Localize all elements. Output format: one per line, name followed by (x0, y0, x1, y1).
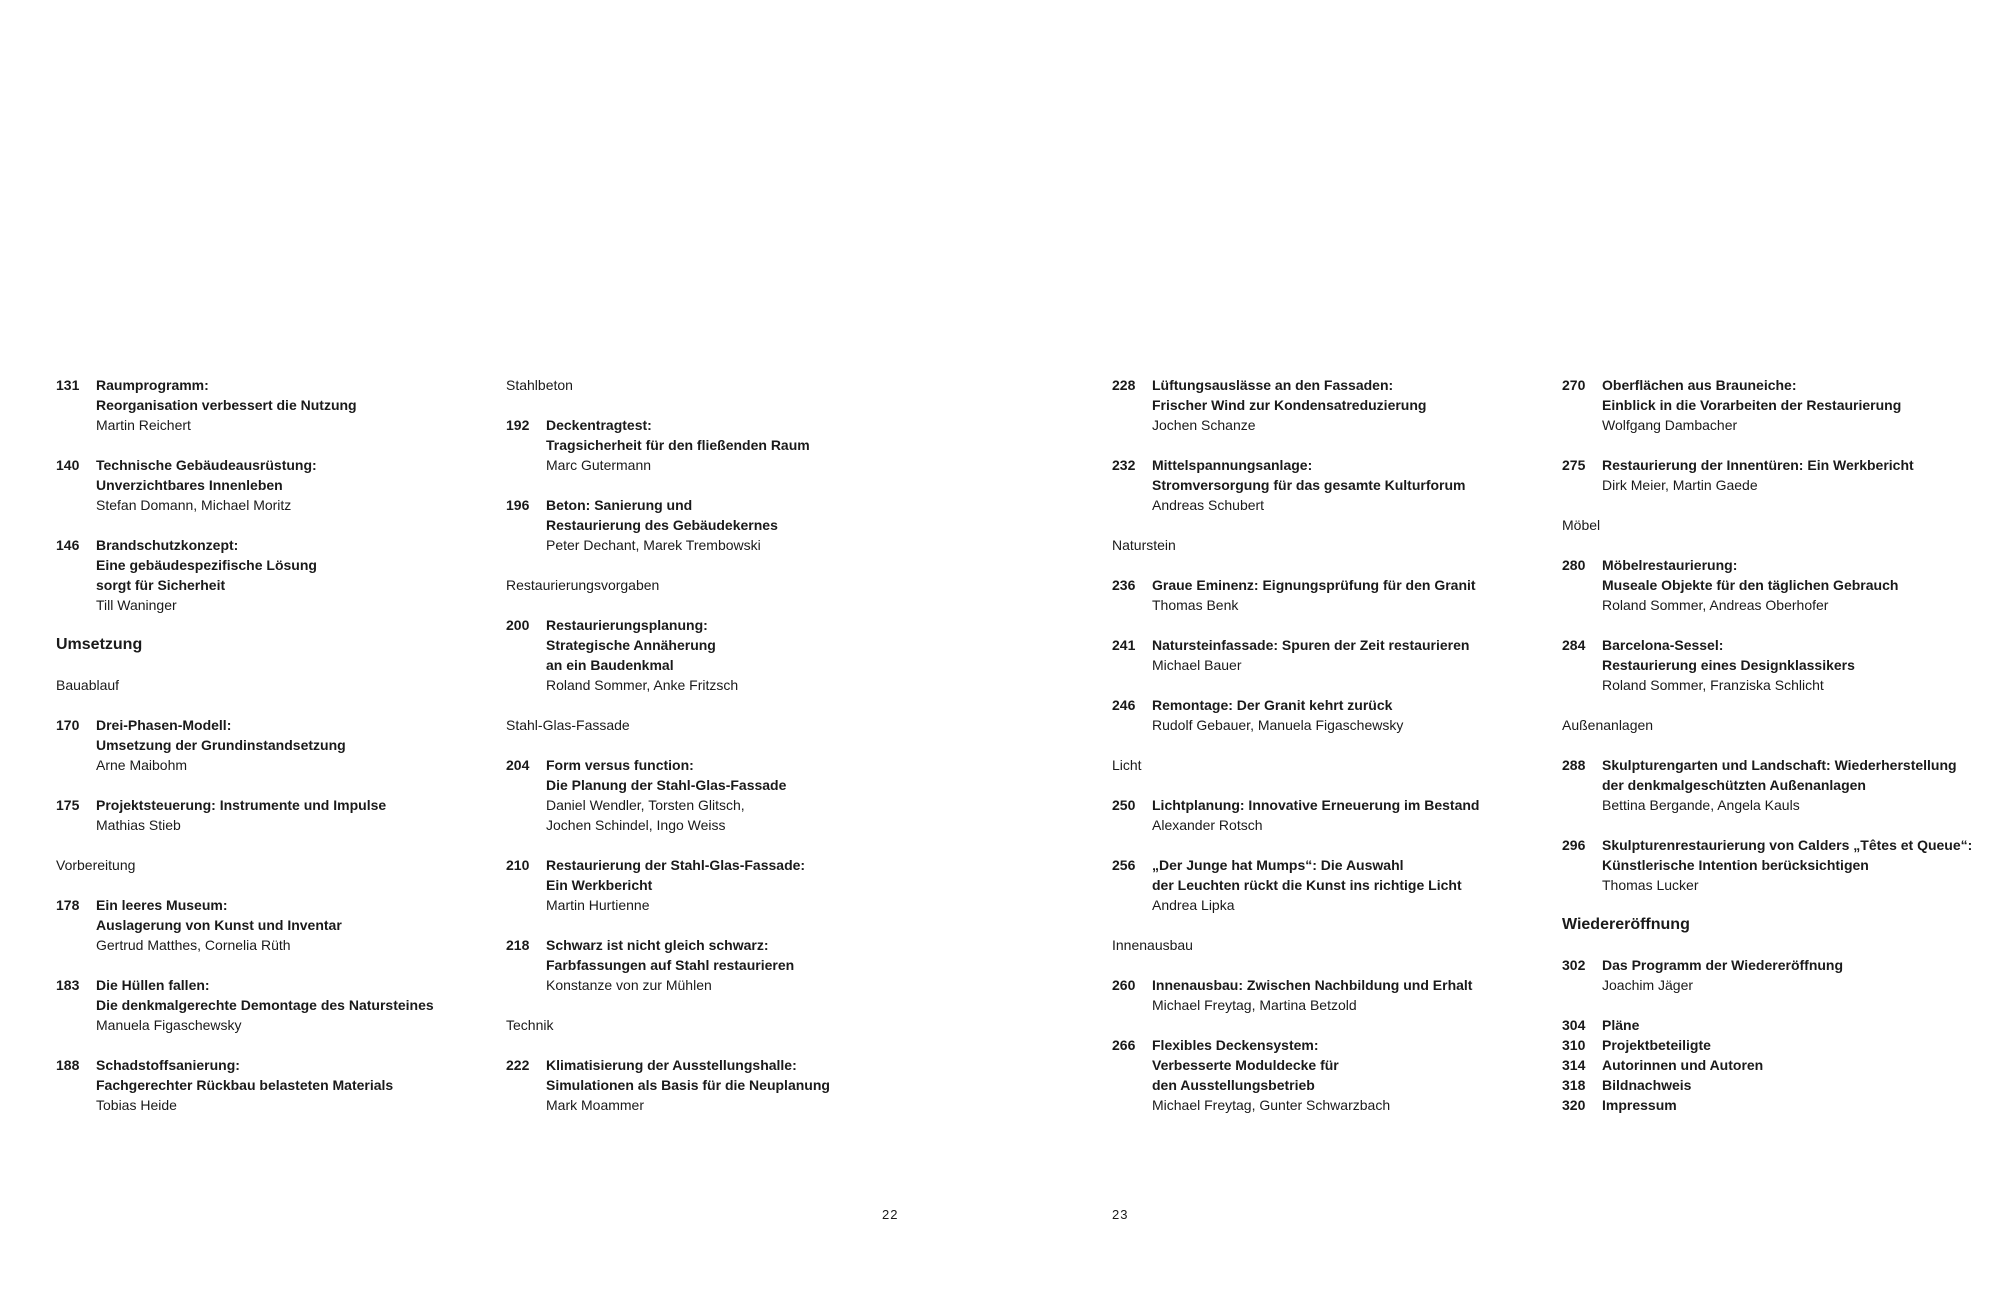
entry-authors: Michael Freytag, Martina Betzold (1152, 997, 1357, 1013)
page-number: 183 (56, 977, 80, 993)
page-number: 232 (1112, 457, 1136, 473)
entry-authors: Michael Bauer (1152, 657, 1242, 673)
toc-entry (506, 495, 976, 555)
entry-authors: Thomas Lucker (1602, 877, 1699, 893)
entry-title-line: Einblick in die Vorarbeiten der Restaurierung (1602, 397, 1902, 413)
toc-entry (1562, 635, 2000, 695)
entry-body (1602, 555, 2000, 615)
entry-title-line: Raumprogramm: (96, 377, 209, 393)
toc-entry (506, 755, 976, 835)
entry-body (1602, 1035, 2000, 1055)
subsection-heading: Innenausbau (1112, 937, 1193, 953)
entry-title-line: Form versus function: (546, 757, 694, 773)
page-number: 228 (1112, 377, 1136, 393)
entry-authors: Andreas Schubert (1152, 497, 1265, 513)
entry-title-line: Unverzichtbares Innenleben (96, 477, 283, 493)
entry-title-line: Impressum (1602, 1097, 1677, 1113)
toc-entry (506, 935, 976, 995)
entry-title-line: Lichtplanung: Innovative Erneuerung im Bestand (1152, 797, 1480, 813)
entry-body (1602, 835, 2000, 895)
page-number: 170 (56, 717, 80, 733)
entry-title-line: Schadstoffsanierung: (96, 1057, 240, 1073)
toc-entry (1562, 755, 2000, 815)
page-number: 210 (506, 857, 530, 873)
entry-title-line: Möbelrestaurierung: (1602, 557, 1738, 573)
entry-body (1152, 375, 1582, 435)
entry-authors: Andrea Lipka (1152, 897, 1235, 913)
page-number: 284 (1562, 637, 1586, 653)
entry-title-line: Natursteinfassade: Spuren der Zeit restaurieren (1152, 637, 1470, 653)
entry-title-line: Deckentragtest: (546, 417, 652, 433)
entry-body (1602, 755, 2000, 815)
entry-body (1602, 1095, 2000, 1115)
entry-body (1602, 375, 2000, 435)
page-number: 175 (56, 797, 80, 813)
entry-authors: Martin Reichert (96, 417, 191, 433)
toc-entry (1562, 1095, 2000, 1115)
entry-title-line: Flexibles Deckensystem: (1152, 1037, 1319, 1053)
section-heading: Wiedereröffnung (1562, 916, 1690, 933)
entry-authors: Manuela Figaschewsky (96, 1017, 242, 1033)
entry-body (1602, 455, 2000, 495)
page-number: 140 (56, 457, 80, 473)
entry-body (96, 375, 526, 435)
subsection-heading: Licht (1112, 757, 1142, 773)
entry-body (1602, 1075, 2000, 1095)
entry-title-line: an ein Baudenkmal (546, 657, 674, 673)
entry-authors: Till Waninger (96, 597, 177, 613)
entry-body (546, 415, 976, 475)
toc-entry (1562, 375, 2000, 435)
entry-authors: Roland Sommer, Andreas Oberhofer (1602, 597, 1829, 613)
entry-title-line: Frischer Wind zur Kondensatreduzierung (1152, 397, 1427, 413)
entry-title-line: den Ausstellungsbetrieb (1152, 1077, 1315, 1093)
entry-title-line: Die denkmalgerechte Demontage des Natursteines (96, 997, 434, 1013)
entry-title-line: Museale Objekte für den täglichen Gebrauch (1602, 577, 1899, 593)
toc-entry (56, 715, 526, 775)
page-number: 236 (1112, 577, 1136, 593)
entry-title-line: Künstlerische Intention berücksichtigen (1602, 857, 1869, 873)
toc-entry (506, 615, 976, 695)
entry-title-line: Restaurierungsplanung: (546, 617, 708, 633)
page-number: 302 (1562, 957, 1586, 973)
entry-authors: Daniel Wendler, Torsten Glitsch, (546, 797, 745, 813)
entry-title-line: Remontage: Der Granit kehrt zurück (1152, 697, 1393, 713)
entry-title-line: Drei-Phasen-Modell: (96, 717, 232, 733)
entry-title-line: Innenausbau: Zwischen Nachbildung und Erhalt (1152, 977, 1473, 993)
page-number: 131 (56, 377, 80, 393)
toc-entry (506, 1055, 976, 1115)
page-number: 196 (506, 497, 530, 513)
entry-authors: Thomas Benk (1152, 597, 1239, 613)
subsection-heading: Naturstein (1112, 537, 1176, 553)
page-number: 266 (1112, 1037, 1136, 1053)
entry-title-line: Graue Eminenz: Eignungsprüfung für den Granit (1152, 577, 1476, 593)
entry-authors: Gertrud Matthes, Cornelia Rüth (96, 937, 291, 953)
subsection-heading: Außenanlagen (1562, 717, 1654, 733)
entry-body (1602, 1055, 2000, 1075)
toc-entry (1562, 455, 2000, 495)
toc-entry (56, 455, 526, 515)
toc-entry (56, 795, 526, 835)
page-number: 288 (1562, 757, 1586, 773)
toc-column-1 (56, 375, 526, 1135)
entry-title-line: Das Programm der Wiedereröffnung (1602, 957, 1844, 973)
toc-entry (1562, 1015, 2000, 1035)
toc-entry (1562, 835, 2000, 895)
toc-entry (1562, 1075, 2000, 1095)
subsection-heading: Restaurierungsvorgaben (506, 577, 660, 593)
subsection-heading: Stahl-Glas-Fassade (506, 717, 630, 733)
page-number: 310 (1562, 1037, 1586, 1053)
entry-body (96, 795, 526, 835)
subsection-heading: Möbel (1562, 517, 1601, 533)
page-number: 320 (1562, 1097, 1586, 1113)
entry-title-line: Umsetzung der Grundinstandsetzung (96, 737, 346, 753)
entry-authors: Mark Moammer (546, 1097, 645, 1113)
entry-authors: Arne Maibohm (96, 757, 188, 773)
subsection-heading: Vorbereitung (56, 857, 136, 873)
page-number: 218 (506, 937, 530, 953)
entry-title-line: Restaurierung eines Designklassikers (1602, 657, 1855, 673)
entry-title-line: Restaurierung der Innentüren: Ein Werkbericht (1602, 457, 1914, 473)
entry-authors: Michael Freytag, Gunter Schwarzbach (1152, 1097, 1391, 1113)
page-number: 246 (1112, 697, 1136, 713)
entry-title-line: Projektsteuerung: Instrumente und Impulse (96, 797, 387, 813)
entry-title-line: Pläne (1602, 1017, 1640, 1033)
entry-title-line: sorgt für Sicherheit (96, 577, 226, 593)
entry-title-line: Autorinnen und Autoren (1602, 1057, 1764, 1073)
page-number: 256 (1112, 857, 1136, 873)
entry-title-line: Klimatisierung der Ausstellungshalle: (546, 1057, 797, 1073)
toc-column-4 (1562, 375, 2000, 1115)
toc-entry (1112, 455, 1582, 515)
entry-body (1152, 695, 1582, 735)
page-number: 296 (1562, 837, 1586, 853)
subsection-heading: Bauablauf (56, 677, 120, 693)
entry-body (546, 615, 976, 695)
entry-title-line: Skulpturenrestaurierung von Calders „Têtes et Queue“: (1602, 837, 1973, 853)
entry-authors: Konstanze von zur Mühlen (546, 977, 712, 993)
entry-body (546, 855, 976, 915)
page-number: 188 (56, 1057, 80, 1073)
toc-entry (1112, 1035, 1582, 1115)
entry-authors: Jochen Schindel, Ingo Weiss (546, 817, 726, 833)
toc-column-2 (506, 375, 976, 1135)
page-number: 260 (1112, 977, 1136, 993)
entry-title-line: Restaurierung des Gebäudekernes (546, 517, 778, 533)
entry-authors: Roland Sommer, Anke Fritzsch (546, 677, 739, 693)
entry-title-line: Auslagerung von Kunst und Inventar (96, 917, 342, 933)
entry-title-line: Bildnachweis (1602, 1077, 1692, 1093)
entry-title-line: Reorganisation verbessert die Nutzung (96, 397, 357, 413)
entry-title-line: Farbfassungen auf Stahl restaurieren (546, 957, 795, 973)
toc-entry (1562, 1055, 2000, 1075)
entry-body (1152, 1035, 1582, 1115)
entry-title-line: Die Planung der Stahl-Glas-Fassade (546, 777, 787, 793)
entry-body (1152, 575, 1582, 615)
entry-body (546, 1055, 976, 1115)
toc-entry (1112, 975, 1582, 1015)
page-number: 275 (1562, 457, 1586, 473)
toc-entry (56, 535, 526, 615)
entry-authors: Wolfgang Dambacher (1602, 417, 1738, 433)
entry-title-line: Schwarz ist nicht gleich schwarz: (546, 937, 769, 953)
entry-authors: Stefan Domann, Michael Moritz (96, 497, 292, 513)
page-number: 270 (1562, 377, 1586, 393)
entry-title-line: „Der Junge hat Mumps“: Die Auswahl (1152, 857, 1404, 873)
entry-authors: Joachim Jäger (1602, 977, 1694, 993)
section-heading: Umsetzung (56, 636, 143, 653)
entry-body (1602, 955, 2000, 995)
subsection-heading: Stahlbeton (506, 377, 573, 393)
entry-body (96, 895, 526, 955)
entry-title-line: Strategische Annäherung (546, 637, 716, 653)
entry-authors: Mathias Stieb (96, 817, 181, 833)
entry-title-line: Ein leeres Museum: (96, 897, 228, 913)
entry-body (1152, 795, 1582, 835)
toc-entry (1562, 555, 2000, 615)
entry-title-line: Die Hüllen fallen: (96, 977, 210, 993)
toc-entry (1112, 855, 1582, 915)
page-number: 200 (506, 617, 530, 633)
entry-authors: Roland Sommer, Franziska Schlicht (1602, 677, 1824, 693)
entry-authors: Tobias Heide (96, 1097, 177, 1113)
entry-body (546, 495, 976, 555)
page-number: 146 (56, 537, 80, 553)
entry-authors: Dirk Meier, Martin Gaede (1602, 477, 1758, 493)
entry-title-line: Beton: Sanierung und (546, 497, 693, 513)
page-number: 192 (506, 417, 530, 433)
page-number: 304 (1562, 1017, 1586, 1033)
entry-title-line: Brandschutzkonzept: (96, 537, 239, 553)
toc-entry (506, 855, 976, 915)
entry-title-line: Oberflächen aus Brauneiche: (1602, 377, 1797, 393)
page-number-right: 23 (1112, 1207, 1129, 1222)
toc-entry (1562, 1035, 2000, 1055)
entry-authors: Marc Gutermann (546, 457, 652, 473)
entry-title-line: der Leuchten rückt die Kunst ins richtige Licht (1152, 877, 1462, 893)
page-number: 318 (1562, 1077, 1586, 1093)
entry-authors: Bettina Bergande, Angela Kauls (1602, 797, 1800, 813)
toc-entry (56, 895, 526, 955)
entry-authors: Peter Dechant, Marek Trembowski (546, 537, 761, 553)
entry-authors: Jochen Schanze (1152, 417, 1256, 433)
entry-title-line: Lüftungsauslässe an den Fassaden: (1152, 377, 1394, 393)
toc-entry (1112, 795, 1582, 835)
entry-title-line: Tragsicherheit für den fließenden Raum (546, 437, 810, 453)
page-number-left: 22 (882, 1207, 899, 1222)
entry-title-line: Barcelona-Sessel: (1602, 637, 1724, 653)
entry-body (1152, 635, 1582, 675)
entry-title-line: Stromversorgung für das gesamte Kulturforum (1152, 477, 1466, 493)
entry-authors: Martin Hurtienne (546, 897, 650, 913)
entry-body (96, 975, 526, 1035)
page-number: 280 (1562, 557, 1586, 573)
entry-title-line: Eine gebäudespezifische Lösung (96, 557, 317, 573)
page-number: 241 (1112, 637, 1136, 653)
page-number: 314 (1562, 1057, 1586, 1073)
entry-body (1152, 455, 1582, 515)
subsection-heading: Technik (506, 1017, 554, 1033)
entry-body (546, 935, 976, 995)
toc-entry (56, 1055, 526, 1115)
page-number: 178 (56, 897, 80, 913)
entry-body (1602, 635, 2000, 695)
entry-body (546, 755, 976, 835)
toc-entry (56, 375, 526, 435)
entry-authors: Alexander Rotsch (1152, 817, 1263, 833)
entry-body (96, 1055, 526, 1115)
toc-column-3 (1112, 375, 1582, 1135)
entry-title-line: Projektbeteiligte (1602, 1037, 1711, 1053)
toc-entry (56, 975, 526, 1035)
entry-title-line: Mittelspannungsanlage: (1152, 457, 1313, 473)
entry-title-line: Verbesserte Moduldecke für (1152, 1057, 1339, 1073)
toc-entry (1112, 695, 1582, 735)
toc-entry (1112, 375, 1582, 435)
entry-title-line: Technische Gebäudeausrüstung: (96, 457, 317, 473)
entry-body (1152, 975, 1582, 1015)
entry-title-line: Fachgerechter Rückbau belasteten Materials (96, 1077, 394, 1093)
page-number: 204 (506, 757, 530, 773)
entry-title-line: der denkmalgeschützten Außenanlagen (1602, 777, 1866, 793)
toc-entry (1112, 635, 1582, 675)
entry-body (96, 535, 526, 615)
entry-body (1602, 1015, 2000, 1035)
page-number: 222 (506, 1057, 530, 1073)
page-number: 250 (1112, 797, 1136, 813)
toc-entry (1562, 955, 2000, 995)
entry-title-line: Skulpturengarten und Landschaft: Wiederherstellung (1602, 757, 1957, 773)
entry-body (1152, 855, 1582, 915)
entry-title-line: Restaurierung der Stahl-Glas-Fassade: (546, 857, 806, 873)
toc-entry (1112, 575, 1582, 615)
entry-body (96, 715, 526, 775)
entry-body (96, 455, 526, 515)
toc-entry (506, 415, 976, 475)
entry-authors: Rudolf Gebauer, Manuela Figaschewsky (1152, 717, 1404, 733)
entry-title-line: Simulationen als Basis für die Neuplanung (546, 1077, 830, 1093)
entry-title-line: Ein Werkbericht (546, 877, 653, 893)
